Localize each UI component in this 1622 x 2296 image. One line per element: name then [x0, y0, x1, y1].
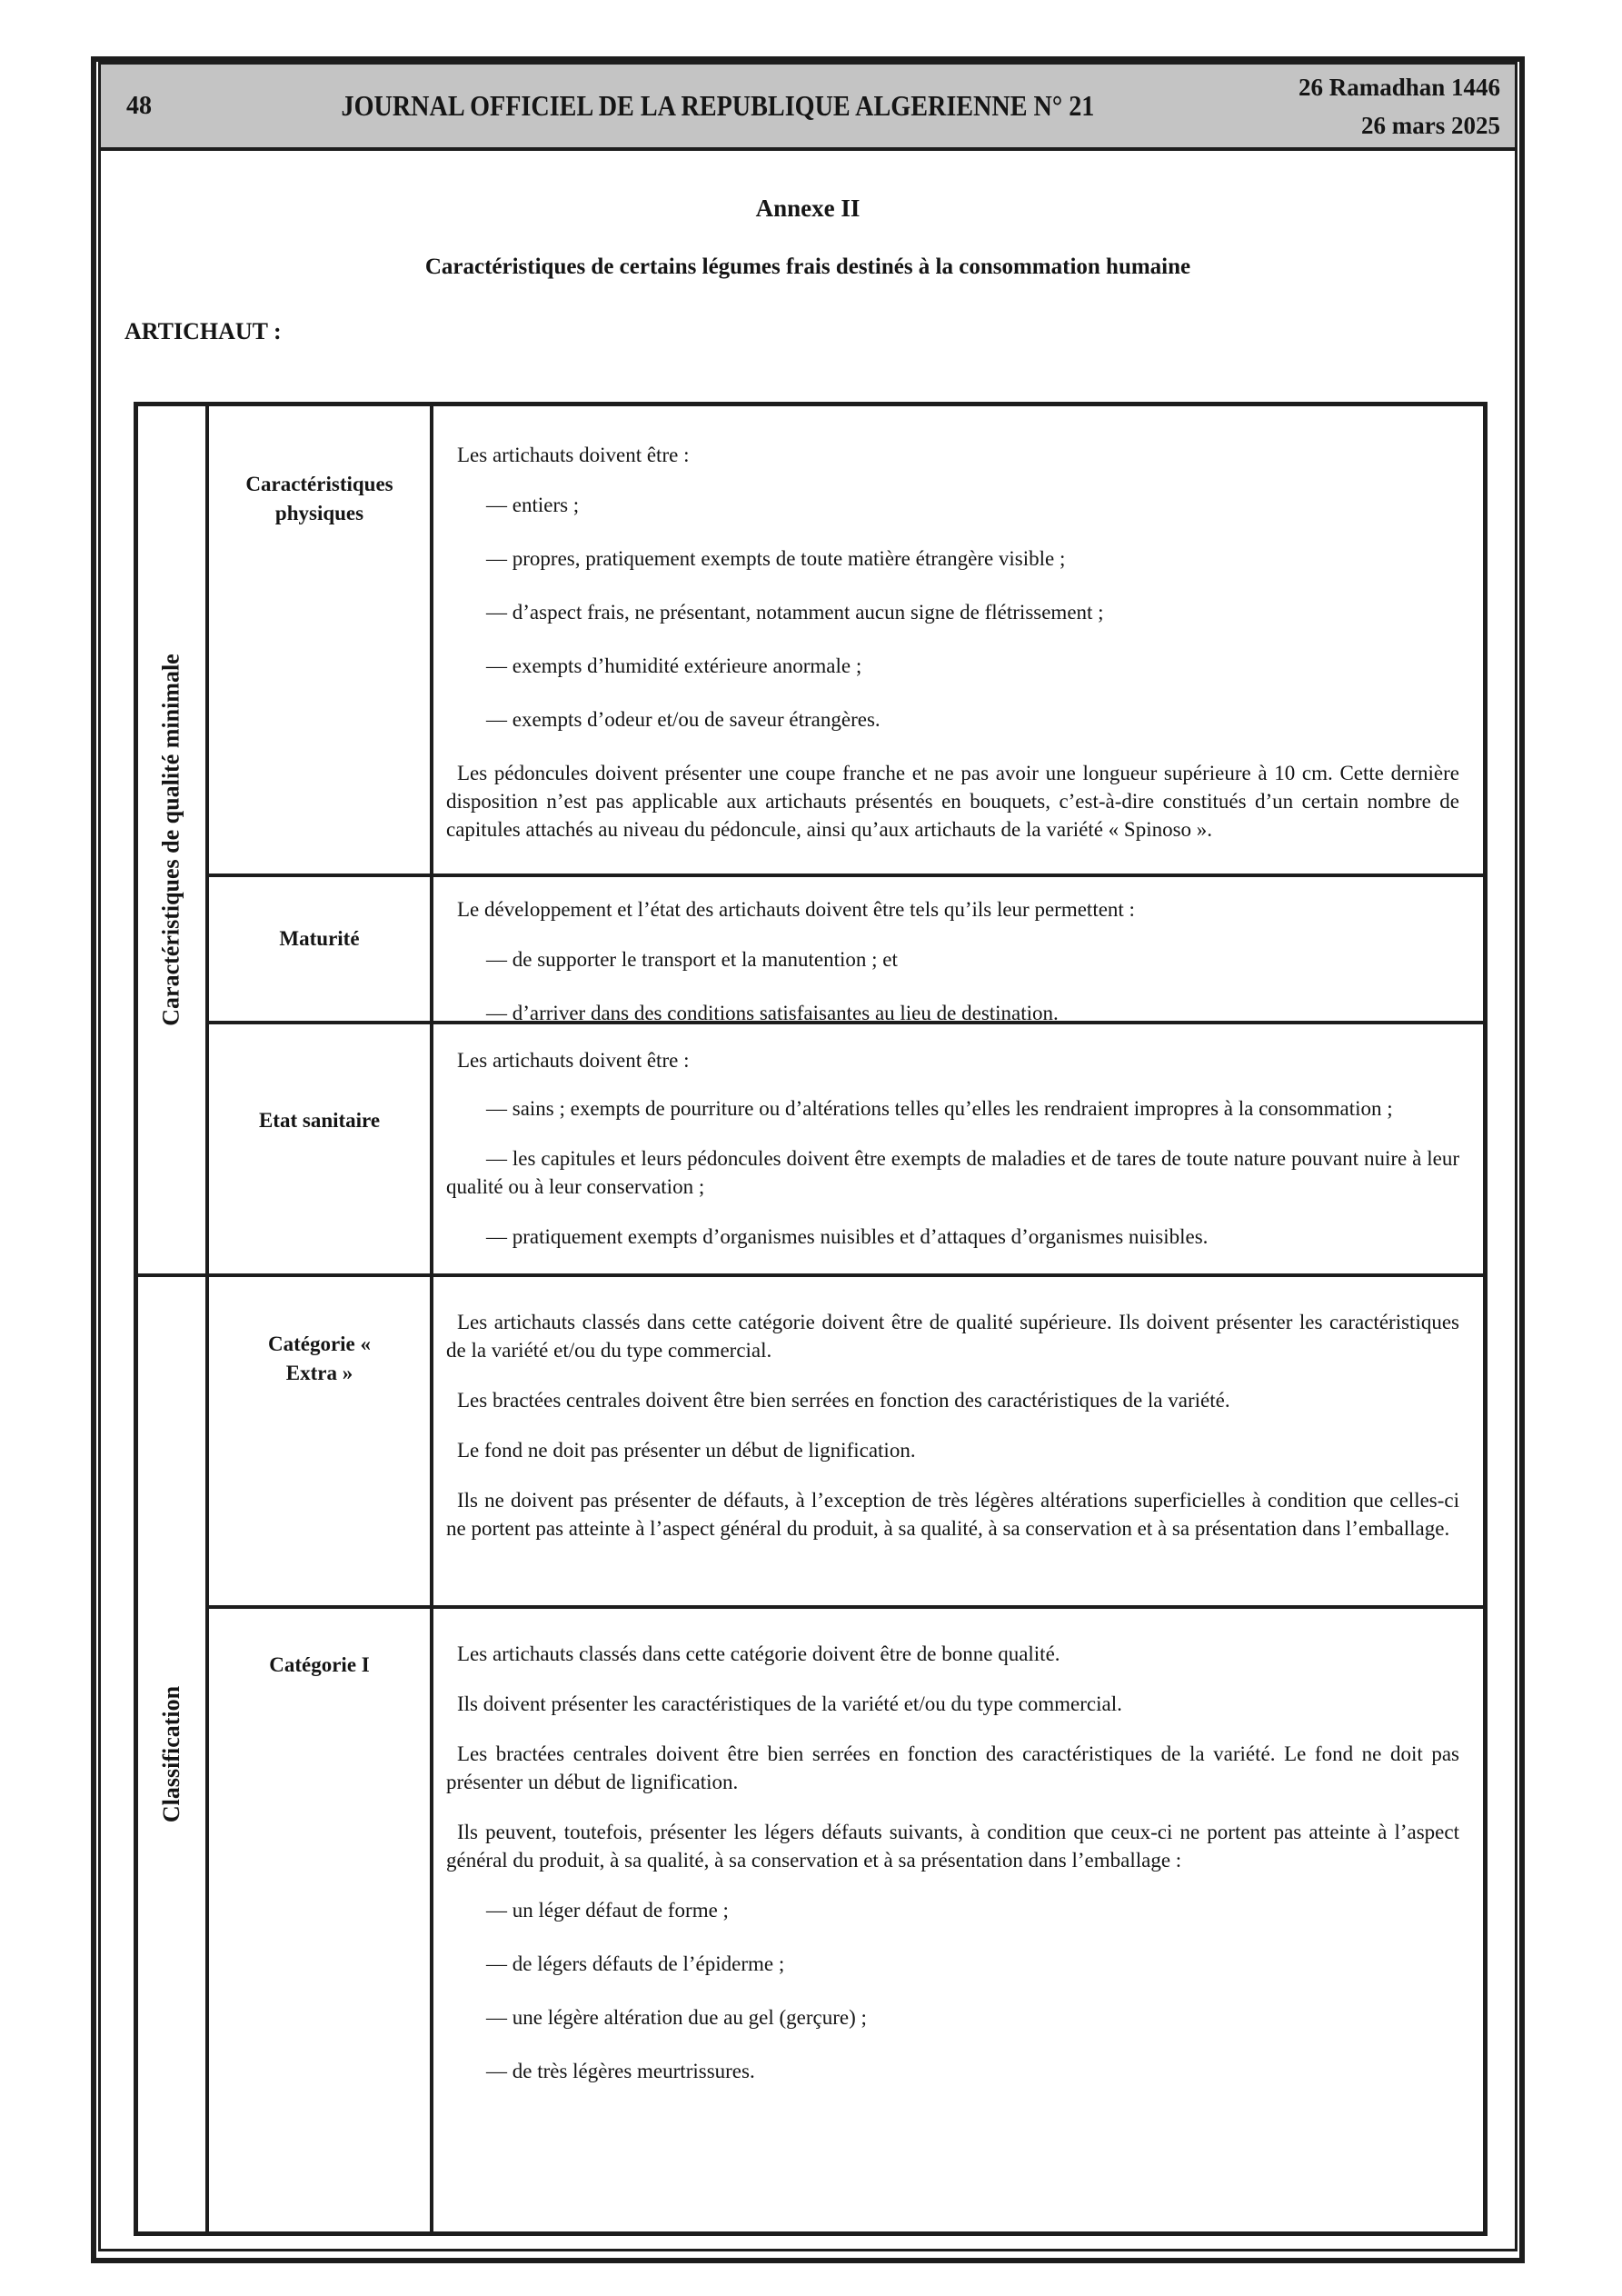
bullet-item: — une légère altération due au gel (gerçure) ;: [486, 2006, 867, 2029]
paragraph: Ils ne doivent pas présenter de défauts, à l’exception de très légères altérations superficielles à condition que celles-ci ne portent pas atteinte à l’aspect général du produit, à sa qualité, à sa conservation et à sa présentation dans l’emballage.: [446, 1489, 1459, 1540]
paragraph: Les artichauts classés dans cette catégorie doivent être de bonne qualité.: [457, 1642, 1060, 1665]
row-label-maturite: Maturité: [209, 877, 433, 1024]
content-maturite: [433, 877, 1483, 1024]
row-label-caracteristiques-physiques: Caractéristiques physiques: [209, 406, 433, 877]
bullet-item: — sains ; exempts de pourriture ou d’altérations telles qu’elles les rendraient impropres à la consommation ;: [486, 1097, 1393, 1120]
paragraph: Ils peuvent, toutefois, présenter les légers défauts suivants, à condition que ceux-ci ne portent pas atteinte à l’aspect général du produit, à sa qualité, à sa conservation et à sa présentation dans l’emballage :: [446, 1821, 1459, 1872]
bullet-item: — d’aspect frais, ne présentant, notamment aucun signe de flétrissement ;: [486, 601, 1104, 624]
paragraph: Les bractées centrales doivent être bien serrées en fonction des caractéristiques de la variété. Le fond ne doit pas présenter un début de lignification.: [446, 1742, 1459, 1793]
paragraph: Les pédoncules doivent présenter une coupe franche et ne pas avoir une longueur supérieure à 10 cm. Cette dernière disposition n’est pas applicable aux artichauts présentés en bouquets, c’est-à-dire constitués d’un certain nombre de capitules attachés au niveau du pédoncule, ainsi qu’aux artichauts de la variété « Spinoso ».: [446, 762, 1459, 841]
bullet-item: — exempts d’odeur et/ou de saveur étrangères.: [486, 708, 881, 731]
page-number: 48: [126, 91, 152, 120]
group-label-classification: Classification: [158, 1685, 185, 1823]
annexe-title: Annexe II: [755, 195, 861, 222]
row-label-categorie-1: Catégorie I: [209, 1609, 433, 2231]
paragraph: Les artichauts doivent être :: [457, 444, 690, 466]
row-label-categorie-extra: Catégorie « Extra »: [209, 1277, 433, 1609]
paragraph: Le fond ne doit pas présenter un début de lignification.: [457, 1439, 916, 1462]
bullet-item: — de très légères meurtrissures.: [486, 2060, 755, 2082]
bullet-item: — d’arriver dans des conditions satisfaisantes au lieu de destination.: [486, 1002, 1059, 1024]
paragraph: Les bractées centrales doivent être bien serrées en fonction des caractéristiques de la variété.: [457, 1389, 1230, 1412]
bullet-item: — exempts d’humidité extérieure anormale ;: [486, 654, 862, 677]
bullet-item: — pratiquement exempts d’organismes nuisibles et d’attaques d’organismes nuisibles.: [486, 1225, 1209, 1248]
paragraph: Les artichauts classés dans cette catégorie doivent être de qualité supérieure. Ils doivent présenter les caractéristiques de la variété et/ou du type commercial.: [446, 1311, 1459, 1362]
bullet-item: — de légers défauts de l’épiderme ;: [486, 1952, 785, 1975]
group-cell-qualite-minimale: [138, 406, 209, 1277]
bullet-item: — les capitules et leurs pédoncules doivent être exempts de maladies et de tares de toute nature pouvant nuire à leur qualité ou à leur conservation ;: [446, 1147, 1459, 1198]
bullet-item: — propres, pratiquement exempts de toute matière étrangère visible ;: [486, 547, 1066, 570]
paragraph: Les artichauts doivent être :: [457, 1049, 690, 1072]
bullet-item: — entiers ;: [486, 494, 580, 516]
bullet-item: — un léger défaut de forme ;: [486, 1899, 729, 1922]
annexe-subtitle: Caractéristiques de certains légumes frais destinés à la consommation humaine: [424, 255, 1191, 279]
content-etat-sanitaire: [433, 1024, 1483, 1277]
date-hijri: 26 Ramadhan 1446: [1298, 73, 1500, 101]
journal-dates: [1200, 65, 1515, 147]
group-label-qualite-minimale: Caractéristiques de qualité minimale: [158, 654, 185, 1026]
journal-title-wrap: [235, 65, 1200, 147]
paragraph: Ils doivent présenter les caractéristiques de la variété et/ou du type commercial.: [457, 1692, 1122, 1715]
content-categorie-1: [433, 1609, 1483, 2231]
journal-title: JOURNAL OFFICIEL DE LA REPUBLIQUE ALGERIENNE N° 21: [341, 89, 1095, 122]
journal-header-bar: [98, 62, 1518, 151]
date-gregorian: 26 mars 2025: [1361, 111, 1500, 139]
bullet-item: — de supporter le transport et la manutention ; et: [486, 948, 898, 971]
paragraph: Le développement et l’état des artichauts doivent être tels qu’ils leur permettent :: [457, 898, 1135, 921]
row-label-etat-sanitaire: Etat sanitaire: [209, 1024, 433, 1277]
content-categorie-extra: [433, 1277, 1483, 1609]
group-cell-classification: [138, 1277, 209, 2231]
characteristics-table: [134, 402, 1488, 2236]
content-caracteristiques-physiques: [433, 406, 1483, 877]
section-label-artichaut: ARTICHAUT :: [124, 318, 282, 344]
